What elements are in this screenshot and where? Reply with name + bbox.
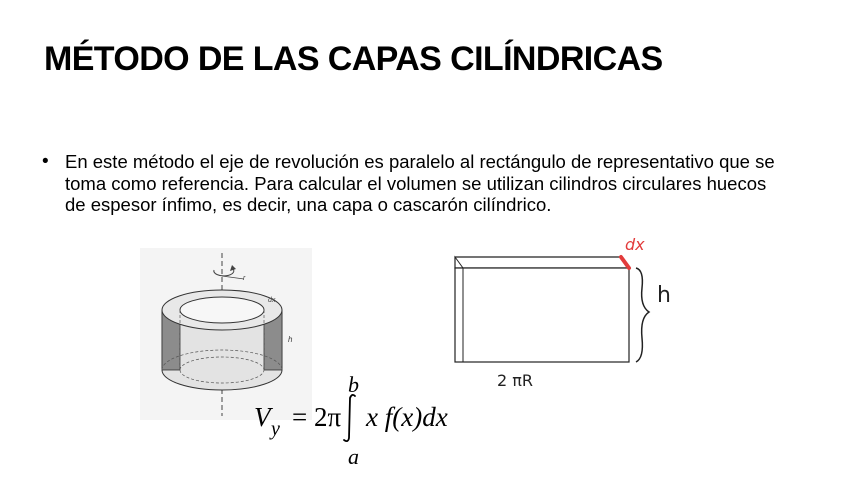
bullet-text: En este método el eje de revolución es paralelo al rectángulo de representativo que se toma como referencia. Para calcular el volumen se utilizan cilindros circulares huecos de espesor ínfimo, es decir, una capa o cascarón cilíndrico. [65,151,775,216]
equals-sign: = [292,402,308,432]
width-annotation: 2 πR [497,371,534,390]
rectangle-front-face [455,268,629,362]
unrolled-shell-drawing [425,230,685,390]
height-label: h [288,335,293,344]
radius-label: r [243,275,246,282]
shell-top-inner [180,297,264,323]
rotation-arrowhead-icon [230,265,236,271]
rectangle-top-face [455,257,629,268]
height-brace-icon [636,268,649,362]
radius-line [222,276,244,279]
coefficient: 2π [314,402,342,432]
volume-symbol: V [254,402,271,432]
bullet-marker: • [42,151,49,172]
upper-bound: b [348,372,359,397]
unrolled-shell-figure [425,230,685,390]
integrand: x f(x)dx [366,402,448,432]
lower-bound: a [348,444,359,469]
shell-volume-formula [254,372,484,472]
slide-title: MÉTODO DE LAS CAPAS CILÍNDRICAS [44,40,663,78]
bullet-item [42,151,782,233]
h-annotation: h [657,283,671,308]
thickness-label: dx [268,297,276,304]
dx-thickness-mark [621,257,629,268]
dx-annotation: dx [625,235,645,254]
integral-sign-icon [340,392,360,444]
volume-subscript: y [271,418,280,440]
